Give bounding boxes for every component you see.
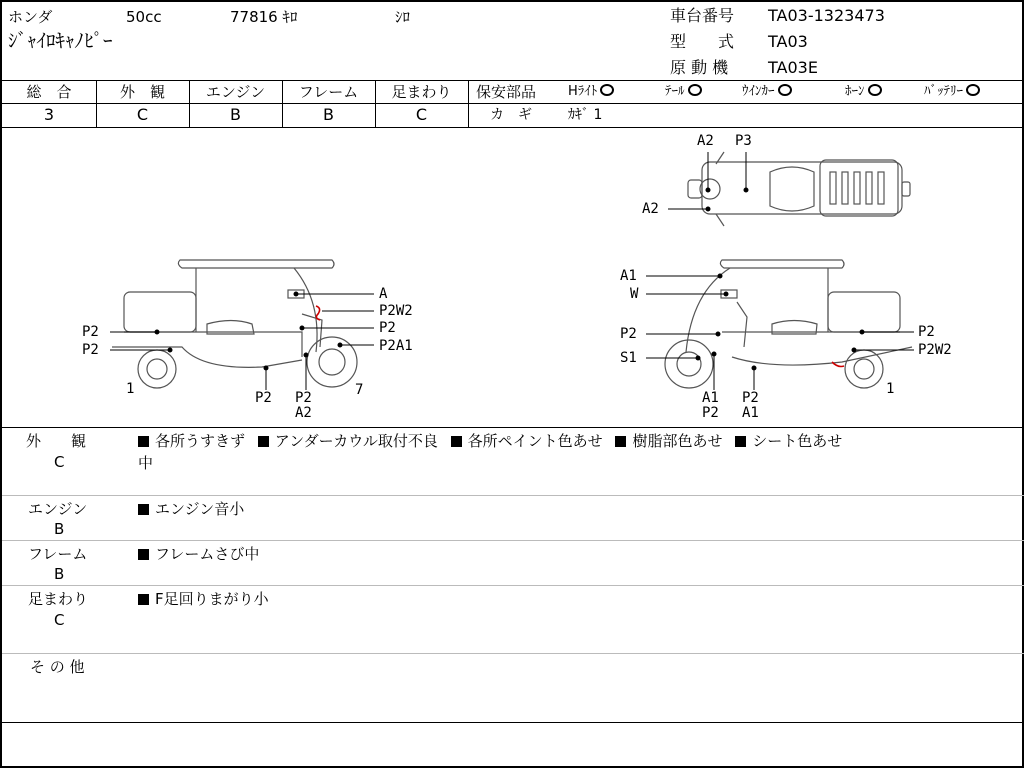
- grade-header-frame: フレーム: [298, 83, 359, 101]
- detail-grade-engine: B: [54, 520, 65, 538]
- grade-header-suspension: 足まわり: [391, 83, 452, 101]
- detail-grade-frame: B: [54, 565, 65, 583]
- ok-circle-icon: [688, 84, 702, 96]
- bullet-icon: [735, 436, 746, 447]
- grade-header-engine: エンジン: [205, 83, 266, 101]
- grade-header-overall: 総 合: [26, 83, 72, 101]
- safety-item-headlight: Hﾗｲﾄ: [568, 84, 614, 100]
- safety-item-winker: ｳｲﾝｶｰ: [742, 84, 792, 100]
- bullet-icon: [138, 594, 149, 605]
- right-label-p2-front: P2: [620, 326, 637, 342]
- detail-lines-frame: フレームさび中: [138, 543, 259, 565]
- left-label-p2w2: P2W2: [379, 303, 413, 319]
- maker: ホンダ: [8, 8, 53, 26]
- right-label-1: 1: [886, 381, 895, 397]
- detail-lines-exterior: 各所うすきず アンダーカウル取付不良 各所ペイント色あせ 樹脂部色あせ シート色あせ: [138, 430, 842, 452]
- model-name: ｼﾞｬｲﾛｷｬﾉﾋﾟｰ: [8, 30, 113, 52]
- bullet-icon: [138, 504, 149, 515]
- right-label-p2-rear: P2: [918, 324, 935, 340]
- scooter-damage-diagram: [2, 128, 1024, 426]
- safety-label: 保安部品: [476, 83, 537, 101]
- left-label-a2: A2: [295, 405, 312, 421]
- right-view-outline: [665, 260, 912, 388]
- ok-circle-icon: [966, 84, 980, 96]
- left-label-p2-front: P2: [295, 390, 312, 406]
- engine-model-label: 原 動 機: [670, 58, 729, 77]
- right-label-s1: S1: [620, 350, 637, 366]
- detail-lines-engine: エンジン音小: [138, 498, 244, 520]
- type-value: TA03: [768, 32, 808, 51]
- detail-wrap-exterior: 中: [138, 454, 154, 472]
- top-label-a2: A2: [697, 133, 714, 149]
- right-label-a1-floor: A1: [742, 405, 759, 421]
- key-label: カ ギ: [490, 107, 532, 123]
- bullet-icon: [451, 436, 462, 447]
- type-label: 型 式: [670, 32, 735, 51]
- grade-value-exterior: C: [136, 105, 149, 124]
- grade-value-frame: B: [323, 105, 334, 124]
- bullet-icon: [138, 436, 149, 447]
- right-label-p2-lower: P2: [702, 405, 719, 421]
- grade-value-overall: 3: [43, 105, 55, 124]
- detail-grade-exterior: C: [54, 453, 65, 471]
- detail-category-suspension: 足まわり: [28, 590, 89, 608]
- bullet-icon: [615, 436, 626, 447]
- right-label-a1: A1: [620, 268, 637, 284]
- detail-category-exterior: 外 観: [26, 432, 87, 450]
- safety-item-battery: ﾊﾞｯﾃﾘｰ: [924, 84, 980, 100]
- left-label-a: A: [379, 286, 388, 302]
- frame-number: TA03-1323473: [768, 6, 885, 25]
- left-label-p2a1: P2A1: [379, 338, 413, 354]
- grade-value-engine: B: [230, 105, 241, 124]
- left-label-p2: P2: [379, 320, 396, 336]
- grade-value-suspension: C: [415, 105, 428, 124]
- grade-header-exterior: 外 観: [119, 83, 165, 101]
- displacement: 50cc: [126, 8, 162, 26]
- right-label-w: W: [630, 286, 639, 302]
- left-label-1: 1: [126, 381, 135, 397]
- top-label-p3: P3: [735, 133, 752, 149]
- detail-grade-suspension: C: [54, 611, 65, 629]
- body-color: ｼﾛ: [395, 8, 411, 26]
- left-label-p2-rear-upper: P2: [82, 324, 99, 340]
- detail-category-other: そ の 他: [30, 658, 85, 676]
- detail-category-frame: フレーム: [28, 545, 88, 563]
- safety-item-tail: ﾃｰﾙ: [665, 84, 702, 100]
- ok-circle-icon: [868, 84, 882, 96]
- right-label-p2w2: P2W2: [918, 342, 952, 358]
- right-label-a1-lower: A1: [702, 390, 719, 406]
- mileage: 77816 ｷﾛ: [230, 8, 298, 26]
- safety-item-horn: ﾎｰﾝ: [845, 84, 882, 100]
- left-label-7: 7: [355, 382, 364, 398]
- key-value: ｶｷﾞ 1: [568, 107, 603, 123]
- bullet-icon: [138, 549, 149, 560]
- top-label-a2-lower: A2: [642, 201, 659, 217]
- left-label-p2-rear-lower: P2: [82, 342, 99, 358]
- top-view-outline: [688, 152, 910, 226]
- detail-category-engine: エンジン: [28, 500, 88, 518]
- ok-circle-icon: [600, 84, 614, 96]
- ok-circle-icon: [778, 84, 792, 96]
- left-label-p2-floor: P2: [255, 390, 272, 406]
- bullet-icon: [258, 436, 269, 447]
- detail-lines-suspension: F足回りまがり小: [138, 588, 269, 610]
- frame-number-label: 車台番号: [670, 6, 735, 25]
- engine-model: TA03E: [768, 58, 818, 77]
- right-label-p2-floor: P2: [742, 390, 759, 406]
- left-view-outline: [112, 260, 357, 388]
